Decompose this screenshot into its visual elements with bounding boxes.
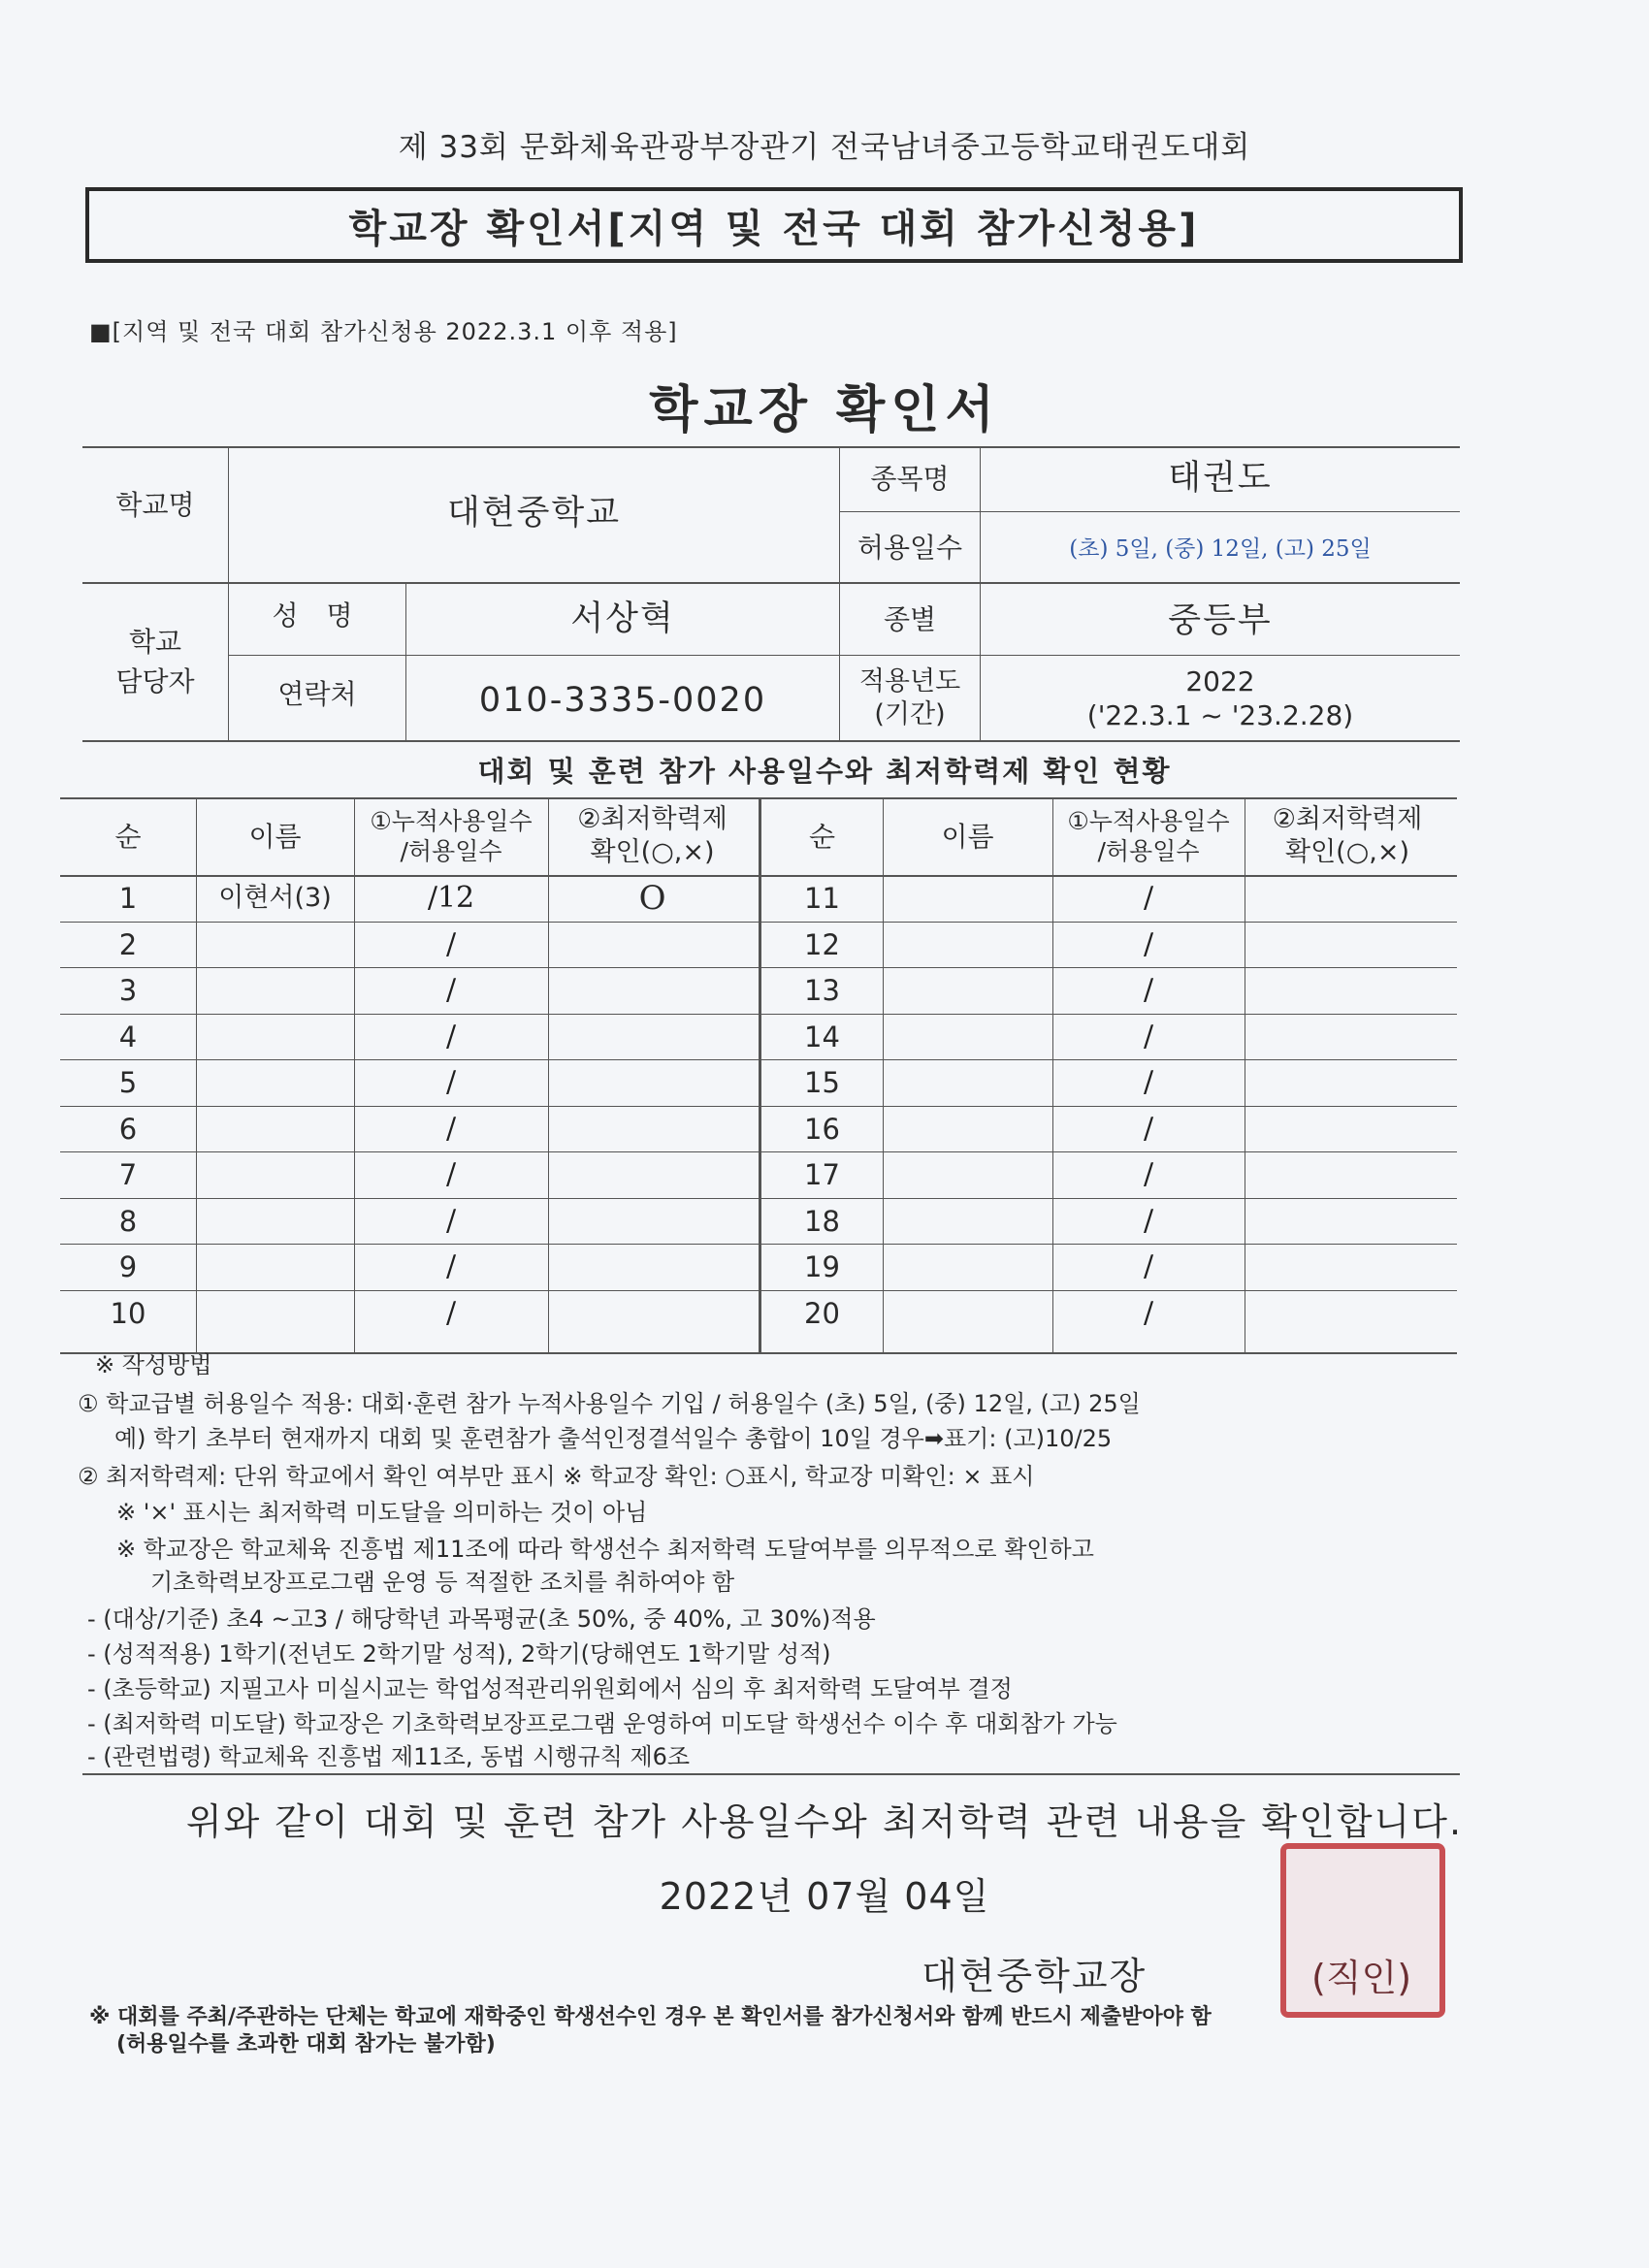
row-name xyxy=(196,922,354,968)
row-name: 이현서(3) xyxy=(218,882,332,913)
row-number: 14 xyxy=(804,1020,840,1053)
sport-value: 태권도 xyxy=(1168,458,1273,498)
row-number: 19 xyxy=(804,1249,840,1283)
row-number: 3 xyxy=(118,973,138,1007)
row-number: 12 xyxy=(804,927,840,961)
row-name xyxy=(196,1290,354,1337)
row-name xyxy=(196,1244,354,1290)
row-usage: / xyxy=(1143,1249,1154,1283)
row-name xyxy=(196,1198,354,1245)
row-usage: / xyxy=(445,1112,457,1146)
note-line: ※ 학교장은 학교체육 진흥법 제11조에 따라 학생선수 최저학력 도달여부를 의무적으로 확인하고 xyxy=(116,1536,1094,1563)
row-number: 1 xyxy=(118,881,138,915)
row-usage: / xyxy=(1143,1112,1154,1146)
event-title: 제 33회 문화체육관광부장관기 전국남녀중고등학교태권도대회 xyxy=(398,130,1251,165)
row-check xyxy=(1245,967,1450,1014)
row-check xyxy=(1245,875,1450,922)
sport-label: 종목명 xyxy=(870,463,950,495)
row-usage: / xyxy=(1143,927,1154,961)
phone-label: 연락처 xyxy=(277,677,357,710)
footnote-line: (허용일수를 초과한 대회 참가는 불가함) xyxy=(116,2032,496,2057)
apply-note: ■[지역 및 전국 대회 참가신청용 2022.3.1 이후 적용] xyxy=(89,318,678,345)
phone-value: 010-3335-0020 xyxy=(478,680,767,720)
note-line: 예) 학기 초부터 현재까지 대회 및 훈련참가 출석인정결석일수 총합이 10일 경우➡표기: (고)10/25 xyxy=(114,1425,1113,1452)
row-check xyxy=(1245,1106,1450,1152)
row-usage: / xyxy=(445,973,457,1007)
row-check xyxy=(548,967,757,1014)
row-number: 11 xyxy=(804,881,840,915)
row-name xyxy=(883,967,1052,1014)
row-usage: /12 xyxy=(427,881,475,915)
row-name xyxy=(883,1151,1052,1198)
row-number: 15 xyxy=(804,1065,840,1099)
row-usage: / xyxy=(1143,1020,1154,1053)
row-number: 9 xyxy=(118,1249,138,1283)
header-check-right: ②최저학력제 확인(○,×) xyxy=(1272,804,1423,867)
note-line: ※ '×' 표시는 최저학력 미도달을 의미하는 것이 아님 xyxy=(116,1499,648,1526)
row-usage: / xyxy=(1143,1065,1154,1099)
row-check xyxy=(1245,1014,1450,1060)
row-usage: / xyxy=(445,1065,457,1099)
row-check xyxy=(1245,1198,1450,1245)
row-check xyxy=(548,1198,757,1245)
row-name xyxy=(883,1059,1052,1106)
row-check xyxy=(548,1290,757,1337)
name-value: 서상혁 xyxy=(570,599,675,638)
year-label: 적용년도 (기간) xyxy=(858,665,961,729)
issue-date: 2022년 07월 04일 xyxy=(659,1875,990,1918)
row-check xyxy=(548,1151,757,1198)
row-name xyxy=(196,967,354,1014)
note-line: ② 최저학력제: 단위 학교에서 확인 여부만 표시 ※ 학교장 확인: ○표시, 학교장 미확인: × 표시 xyxy=(78,1463,1035,1490)
info-border-bottom xyxy=(82,740,1460,742)
row-name xyxy=(883,1244,1052,1290)
year-value: 2022 ('22.3.1 ~ '23.2.28) xyxy=(1086,664,1354,731)
row-usage: / xyxy=(445,1296,457,1330)
form-title: 학교장 확인서[지역 및 전국 대회 참가신청용] xyxy=(348,206,1200,251)
division-value: 중등부 xyxy=(1168,601,1273,641)
table-border-bottom xyxy=(60,1352,1457,1354)
row-check xyxy=(548,1014,757,1060)
note-line: - (성적적용) 1학기(전년도 2학기말 성적), 2학기(당해연도 1학기말 성적) xyxy=(87,1640,831,1668)
section-title: 대회 및 훈련 참가 사용일수와 최저학력제 확인 현황 xyxy=(477,755,1172,788)
row-usage: / xyxy=(1143,1157,1154,1191)
form-title-box xyxy=(85,187,1463,263)
note-line: - (최저학력 미도달) 학교장은 기초학력보장프로그램 운영하여 미도달 학생선수 이수 후 대회참가 가능 xyxy=(87,1710,1117,1737)
row-name xyxy=(196,1014,354,1060)
header-check-left: ②최저학력제 확인(○,×) xyxy=(577,804,728,867)
row-usage: / xyxy=(445,1204,457,1238)
row-number: 8 xyxy=(118,1204,138,1238)
row-check xyxy=(1245,1151,1450,1198)
allowed-days-label: 허용일수 xyxy=(857,531,963,564)
row-check xyxy=(548,1106,757,1152)
notes-divider xyxy=(82,1773,1460,1775)
row-number: 13 xyxy=(804,973,840,1007)
row-name xyxy=(883,1014,1052,1060)
row-check: O xyxy=(638,878,666,918)
row-check xyxy=(1245,1059,1450,1106)
row-number: 20 xyxy=(804,1296,840,1330)
note-line: - (관련법령) 학교체육 진흥법 제11조, 동법 시행규칙 제6조 xyxy=(87,1743,691,1770)
confirmation-text: 위와 같이 대회 및 훈련 참가 사용일수와 최저학력 관련 내용을 확인합니다. xyxy=(185,1800,1464,1843)
footnote-line: ※ 대회를 주최/주관하는 단체는 학교에 재학중인 학생선수인 경우 본 확인서를 참가신청서와 함께 반드시 제출받아야 함 xyxy=(89,2005,1212,2029)
header-name-right: 이름 xyxy=(941,820,994,853)
allowed-days-value: (초) 5일, (중) 12일, (고) 25일 xyxy=(1069,535,1372,562)
row-check xyxy=(548,922,757,968)
name-label: 성 명 xyxy=(272,599,363,632)
row-name xyxy=(196,1151,354,1198)
contact-group-label: 학교 담당자 xyxy=(115,625,195,697)
row-name xyxy=(883,875,1052,922)
row-number: 10 xyxy=(110,1296,146,1330)
row-check xyxy=(1245,1244,1450,1290)
row-number: 17 xyxy=(804,1157,840,1191)
header-name-left: 이름 xyxy=(248,820,302,853)
row-number: 18 xyxy=(804,1204,840,1238)
header-usage-right: ①누적사용일수 /허용일수 xyxy=(1067,806,1230,865)
row-usage: / xyxy=(1143,1296,1154,1330)
row-usage: / xyxy=(1143,973,1154,1007)
row-usage: / xyxy=(445,1020,457,1053)
header-no-right: 순 xyxy=(808,820,836,853)
row-name xyxy=(196,1106,354,1152)
row-name xyxy=(883,922,1052,968)
row-number: 7 xyxy=(118,1157,138,1191)
main-title: 학교장 확인서 xyxy=(649,381,1000,439)
header-usage-left: ①누적사용일수 /허용일수 xyxy=(370,806,533,865)
row-name xyxy=(883,1106,1052,1152)
note-line: - (초등학교) 지필고사 미실시교는 학업성적관리위원회에서 심의 후 최저학력 도달여부 결정 xyxy=(87,1675,1013,1702)
note-line: 기초학력보장프로그램 운영 등 적절한 조치를 취하여야 함 xyxy=(150,1569,735,1596)
row-number: 5 xyxy=(118,1065,138,1099)
row-name xyxy=(196,1059,354,1106)
division-label: 종별 xyxy=(883,603,937,635)
row-number: 6 xyxy=(118,1112,138,1146)
row-number: 2 xyxy=(118,927,138,961)
row-number: 4 xyxy=(118,1020,138,1053)
row-check xyxy=(548,1244,757,1290)
row-usage: / xyxy=(445,1157,457,1191)
note-line: - (대상/기준) 초4 ~고3 / 해당학년 과목평균(초 50%, 중 40%, 고 30%)적용 xyxy=(87,1605,876,1633)
seal-label: (직인) xyxy=(1311,1957,1412,1999)
row-usage: / xyxy=(1143,881,1154,915)
school-value: 대현중학교 xyxy=(446,494,622,534)
notes-heading: ※ 작성방법 xyxy=(95,1351,212,1378)
row-check xyxy=(548,1059,757,1106)
header-no-left: 순 xyxy=(114,820,142,853)
note-line: ① 학교급별 허용일수 적용: 대회·훈련 참가 누적사용일수 기입 / 허용일수 (초) 5일, (중) 12일, (고) 25일 xyxy=(78,1390,1141,1417)
row-number: 16 xyxy=(804,1112,840,1146)
principal-name: 대현중학교장 xyxy=(922,1955,1148,1997)
row-usage: / xyxy=(445,1249,457,1283)
school-label: 학교명 xyxy=(115,488,195,521)
row-name xyxy=(883,1198,1052,1245)
row-usage: / xyxy=(445,927,457,961)
row-name xyxy=(883,1290,1052,1337)
row-check xyxy=(1245,922,1450,968)
row-check xyxy=(1245,1290,1450,1337)
row-usage: / xyxy=(1143,1204,1154,1238)
